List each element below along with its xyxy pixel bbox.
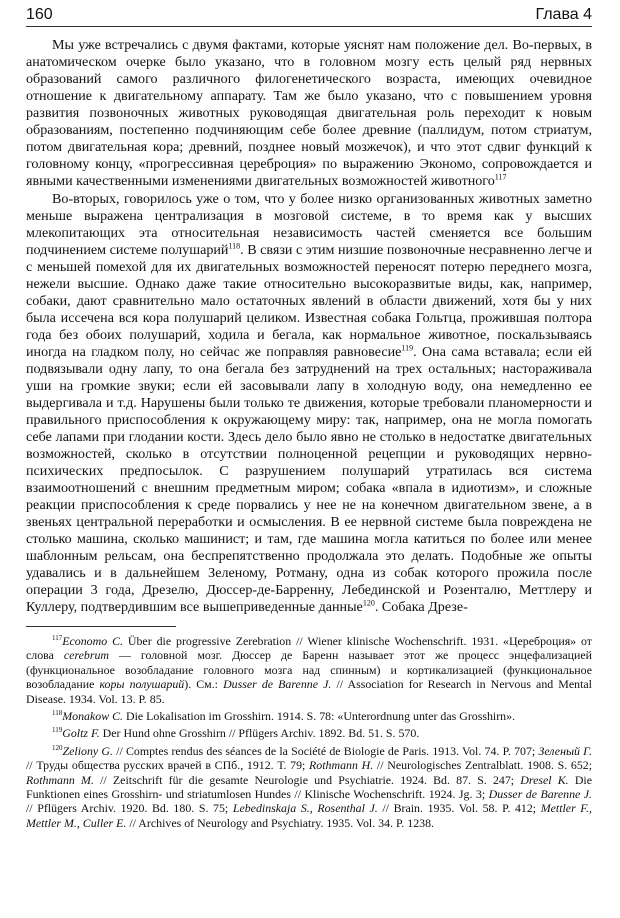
footnote-author: Dresel K. [520, 772, 569, 787]
footnote-author: Dusser de Barenne J. [223, 677, 332, 692]
footnote-text: Über die progressive Zerebration // Wiener klinische Wochenschrift. 1931. «Цереброция» от слова [26, 634, 593, 663]
footnote-text: — головной мозг. Дюссер де Баренн называет этот же процесс энцефализацией (функциональное возобладание головного мозга над спинным) и кортикализацией (функциональное возобладание [26, 648, 592, 692]
footnote-ref: 117 [494, 172, 507, 182]
footnote-author: Rothmann H. [309, 758, 374, 773]
footnote-text: ). См.: [184, 677, 224, 692]
footnote-author: Goltz F. [62, 726, 100, 741]
footnote-text: // Association for Research in Nervous and Mental Disease. 1934. Vol. 13. P. 85. [26, 677, 592, 706]
paragraph-text: . Собака Дрезе- [374, 599, 468, 615]
footnote-text: // Neurologisches Zentralblatt. 1908. S. 652; [373, 758, 593, 773]
footnote-author: Lebedinskaja S., Rosenthal J. [232, 801, 378, 816]
footnote-author: Economo C. [62, 634, 123, 648]
footnote-text: // Archives of Neurology and Psychiatry. 1935. Vol. 34. P. 1238. [126, 815, 435, 830]
footnote-text: Der Hund ohne Grosshirn // Pflügers Archiv. 1892. Bd. 51. S. 570. [99, 726, 420, 741]
footnote [26, 744, 592, 830]
paragraph [26, 37, 592, 190]
chapter-title: Глава 4 [535, 6, 592, 23]
footnote-number: 119 [52, 726, 63, 735]
footnote-author: cerebrum [63, 648, 110, 663]
page-number: 160 [26, 6, 53, 23]
footnote-text: Die Funktionen eines Grosshirn- und striatumlosen Hundes // Klinische Wochenschrift. 1924. Jg. 3; [26, 772, 592, 802]
paragraph-text: Мы уже встречались с двумя фактами, которые уяснят нам положение дел. Во-первых, в анатомическом очерке было указано, что в головном мозгу есть целый ряд нервных образований самого различного филогенетического возраста, имеющих очевидное отношение к двигательному аппарату. Там же было указано, что с повышением уровня развития позвоночных животных руководящая двигательная роль переходит к новым образованиям, постепенно подчиняющим себе более древние (паллидум, потом стриатум, потом двигательная кора; древний, позднее новый мозжечок), и что этот сдвиг функций к головному концу, «прогрессивная цереброция» по выражению Экономо, сопровождается и явными качественными изменениями двигательных возможностей животного [26, 37, 592, 189]
footnote-text: // Труды общества русских врачей в СПб., 1912. Т. 79; [26, 758, 310, 773]
main-text [26, 37, 592, 616]
footnote-author: Mettler F., Mettler M., Culler E. [26, 801, 592, 830]
paragraph [26, 191, 592, 616]
running-header [26, 0, 592, 24]
footnote-author: Dusser de Barenne J. [488, 787, 592, 802]
footnote-author: Rothmann M. [26, 772, 94, 787]
footnote [26, 726, 592, 740]
footnote-author: Monakow C. [62, 709, 124, 724]
footnote-ref: 120 [362, 598, 375, 608]
footnote-ref: 118 [228, 241, 241, 251]
footnote-number: 120 [52, 743, 63, 752]
footnote-text: // Comptes rendus des séances de la Société de Biologie de Paris. 1913. Vol. 74. P. 707; [112, 743, 539, 758]
footnote [26, 634, 592, 706]
header-rule [26, 26, 592, 27]
paragraph-text: . В связи с этим низшие позвоночные несравненно легче и с меньшей помехой для их двигательных возможностей переносят потерю переднего мозга, нежели высшие. Однако даже такие относительно высокоразвитые виды, как, например, собаки, дают сравнительно мало остаточных явлений в области движений, хотя бы у них была иссечена вся кора полушарий целиком. Известная собака Гольтца, прожившая полтора года без обоих полушарий, ходила и бегала, как нормальное животное, поскальзываясь иногда на гладком полу, но сейчас же поправляя равновесие [26, 242, 593, 360]
footnote-text: // Pflügers Archiv. 1920. Bd. 180. S. 75; [26, 801, 233, 816]
footnote-ref: 119 [401, 343, 414, 353]
footnote-number: 118 [52, 709, 63, 718]
footnote-separator [26, 626, 176, 627]
footnote [26, 709, 592, 723]
footnote-number: 117 [52, 634, 63, 643]
footnote-text: Die Lokalisation im Grosshirn. 1914. S. 78: «Unterordnung unter das Grosshirn». [123, 709, 516, 724]
paragraph-text: . Она сама вставала; если ей подвязывали одну лапу, то она бегала без затруднений на трех остальных; настораживала уши на громкие звуки; если ей засовывали лапу в холодную воду, она немедленно ее выдергивала и т.д. Нарушены были только те движения, которые требовали планомерности и правильного приспособления к окружающему миру: так, например, она не могла помогать себе лапами при глодании кости. Здесь дело было явно не столько в недостатке двигательных возможностей, сколько в отсутствии полноценной рецепции и руководящих нервно-психических предпосылок. С разрушением полушарий утратилась вся система взаимоотношений с внешним предметным миром; собака «впала в идиотизм», и сложные реакции приспособления к среде порвались у нее не на конечном двигательном звене, а в звеньях центральной переработки и осмысления. В ее нервной системе была повреждена не столько машина, сколько машинист; и там, где машина могла катиться по более или менее шаблонным рельсам, она беспрепятственно продолжала это делать. Подобные же опыты удавались и в дальнейшем Зеленому, Ротману, одна из собак которого прожила после операции 3 года, Дрезелю, Дюссер-де-Барренну, Лебединской и Розенталю, Меттлеру и Куллеру, подтвердившим все вышеприведенные данные [26, 344, 592, 615]
paragraph-text: Во-вторых, говорилось уже о том, что у более низко организованных животных заметно меньше выражена централизация в мозговой системе, в то время как у высших млекопитающих эта относительная независимость частей сменяется все большим подчинением системе полушарий [26, 191, 592, 258]
footnote-author: Zeliony G. [62, 743, 113, 758]
footnotes [26, 634, 592, 830]
footnote-author: коры полушарий [99, 677, 185, 692]
footnote-author: Зеленый Г. [538, 743, 593, 758]
footnote-text: // Brain. 1935. Vol. 58. P. 412; [377, 801, 541, 816]
footnote-text: // Zeitschrift für die gesamte Neurologie und Psychiatrie. 1924. Bd. 87. S. 247; [93, 772, 521, 787]
